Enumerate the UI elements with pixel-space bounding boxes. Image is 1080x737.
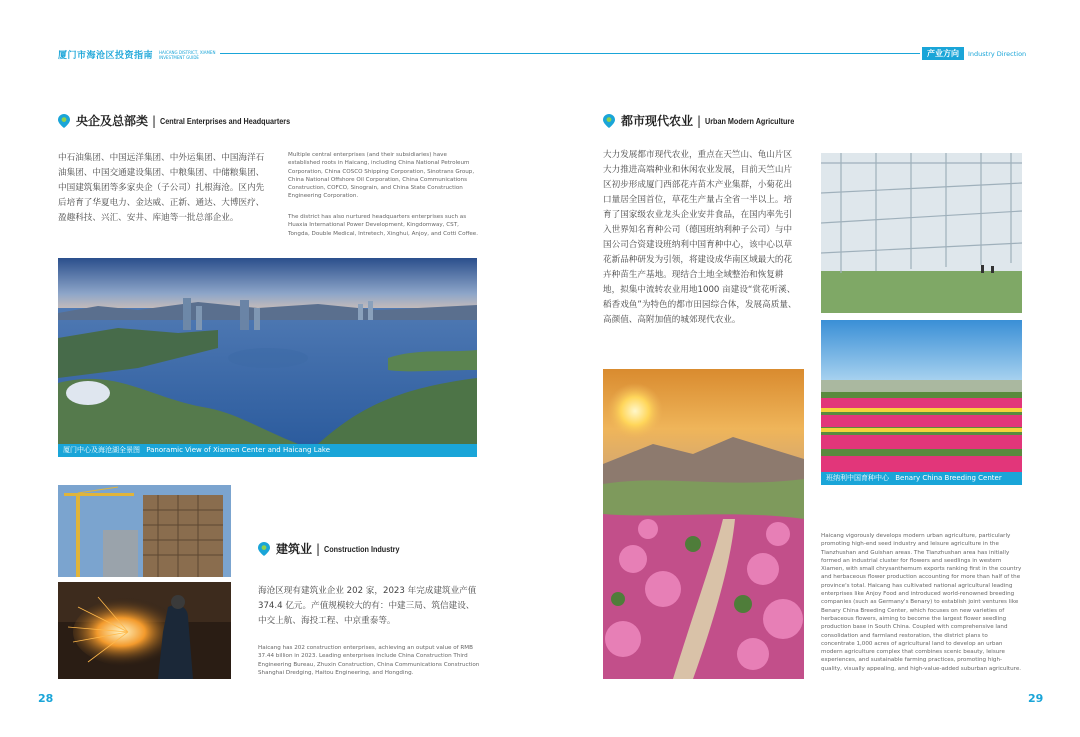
construction-title-cn: 建筑业 [276,542,313,556]
guide-title-cn: 厦门市海沧区投资指南 [58,51,154,61]
construction-section-title [258,540,413,557]
page-number-left: 28 [38,692,54,705]
construction-body-cn: 海沧区现有建筑业企业 202 家，2023 年完成建筑业产值 374.4 亿元。产值规模较大的有：中建三局、筑信建设、中交上航、海投工程、中京重泰等。 [258,586,477,626]
title-divider: | [152,113,157,128]
central-body-cn: 中石油集团、中国远洋集团、中外运集团、中国海洋石油集团、中国交通建设集团、中粮集团、中储粮集团、中国建筑集团等多家央企（子公司）扎根海沧。区内先后培育了华夏电力、金达威、正新、通达、大博医疗、盈趣科技、兴汇、安井、库迪等一批总部企业。 [58,153,265,223]
panorama-caption [58,444,477,457]
central-section-title [58,112,313,129]
central-title-en: Central Enterprises and Headquarters [160,115,291,126]
agriculture-title-cn: 都市现代农业 [621,114,694,128]
chapter-header [922,47,1026,60]
location-pin-icon [258,542,270,556]
header-rule [220,53,920,54]
title-divider: | [697,113,702,128]
panorama-caption-en: Panoramic View of Xiamen Center and Haicang Lake [146,446,331,454]
page-number-right: 29 [1028,692,1044,705]
central-body-en-2: The district has also nurtured headquarters enterprises such as Huaxia International Power Development, Kingdomway, CST, Tongda, Double Medical, Intretech, Xinghui, Anjoy, and Cotti Coffee. [288,214,479,237]
location-pin-icon [603,114,615,128]
chapter-tag: 产业方向 [922,47,964,60]
agriculture-body-cn: 大力发展都市现代农业，重点在天竺山、龟山片区大力推进高端种业和休闲农业发展，目前天竺山片区初步形成厦门西部花卉苗木产业集群，小菊花出口量居全国首位，草花生产量占全省一半以上。培育了国家级农业龙头企业安井食品，在国内率先引入世界知名育种公司（德国班纳利种子公司）与中国公司合资建设班纳利中国育种中心，该中心以草花新品种研发为引领，将建设成华南区域最大的花卉种苗生产基地。现结合土地全域整治和恢复耕地，拟集中流转农业用地1000 亩建设“赏花听溪、稻香戏鱼”为特色的都市田园综合体，发展高质量、高颜值、高附加值的城郊现代农业。 [603,150,797,325]
agriculture-section-title [603,112,810,129]
construction-title-en: Construction Industry [324,543,400,554]
welder-photo [58,582,231,679]
construction-site-photo [58,485,231,577]
panorama-caption-cn: 厦门中心及海沧湖全景图 [63,446,140,454]
guide-title-en: HAICANG DISTRICT, XIAMEN INVESTMENT GUIDE [159,49,216,60]
guide-header [58,48,219,61]
construction-body-en: Haicang has 202 construction enterprises, achieving an output value of RMB 37.44 billion in 2023. Leading enterprises include China Construction Third Engineering Bureau, Zhuxin Construction, China Communications Construction Shanghai Dredging, Haitou Engineering, and Hongding. [258,645,480,676]
flower-field-photo [821,320,1022,472]
central-title-cn: 央企及总部类 [76,114,149,128]
breeding-caption-en: Benary China Breeding Center [895,474,1002,482]
agriculture-title-en: Urban Modern Agriculture [705,115,795,126]
greenhouse-photo [821,153,1022,313]
location-pin-icon [58,114,70,128]
agriculture-body-en: Haicang vigorously develops modern urban agriculture, particularly promoting high-end seed industry and leisure agriculture in the Tianzhushan and Guishan areas. The Tianzhushan area has initially formed an industrial cluster for flowers and seedlings in western Xiamen, with small chrysanthemum exports ranking first in the country and herbaceous flower production accounting for more than half of the province's total. Haicang has cultivated national agricultural leading enterprises like Anjoy Food and introduced world-renowned breeding companies (such as Germany's Benary) to establish joint ventures like Benary China Breeding Center, which focuses on new varieties of herbaceous flowers, aiming to become the largest flower seedling production base in South China. Coupled with comprehensive land consolidation and farmland restoration, the district plans to concentrate 1,000 acres of agricultural land to develop an urban modern agriculture complex that combines scenic beauty, leisure experiences, and sustainable farming practices, promoting high-quality, visually appealing, and high-value-added suburban agriculture. [821,533,1022,672]
breeding-center-caption [821,472,1022,485]
sunset-flower-hill-photo [603,369,804,679]
breeding-caption-cn: 班纳利中国育种中心 [826,474,889,482]
panorama-photo [58,258,477,444]
chapter-title-en: Industry Direction [968,49,1027,58]
central-body-en-1: Multiple central enterprises (and their subsidiaries) have established roots in Haicang, including China National Petroleum Corporation, China COSCO Shipping Corporation, Sinotrans Group, China National Offshore Oil Corporation, China Communications Construction, COFCO, Sinograin, and China State Construction Engineering Corporation. [288,152,475,200]
title-divider: | [316,541,321,556]
